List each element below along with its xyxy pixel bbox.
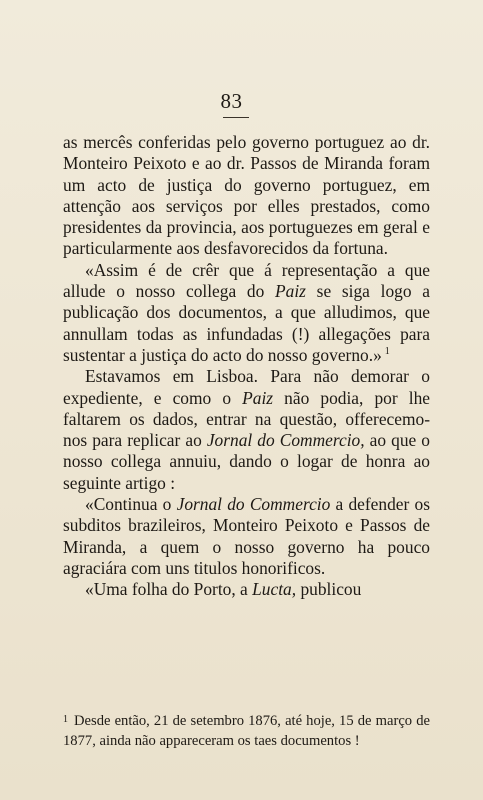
text-segment: publicou [296,579,362,600]
italic-text: Jornal do Commercio, [206,430,365,451]
paragraph [63,366,430,494]
italic-text: Paiz [275,281,306,302]
italic-text: Lucta, [252,579,297,600]
text-segment: «Continua o [85,494,177,515]
footnote [63,710,430,751]
text-segment: a defender os subditos brazileiros, Monteiro Peixoto e Passos de Miranda, a quem o nosso governo ha pouco agraciára com uns titulos honorificos. [63,494,430,578]
text-segment: se siga logo a publicação dos documentos, a que alludimos, que annullam todas as infundadas (!) allegações para sustentar a justiça do acto do nosso governo.» [63,281,430,365]
text-segment: ao que o nosso collega annuiu, dando o logar de honra ao seguinte artigo : [63,430,430,493]
italic-text: Jornal do Commercio [176,494,331,515]
footnote-mark: 1 [63,714,68,725]
paragraph [63,260,430,366]
body-text [63,132,430,601]
footnote-text: Desde então, 21 de setembro 1876, até hoje, 15 de março de 1877, ainda não appareceram os taes documentos ! [63,713,430,749]
text-segment: «Uma folha do Porto, a [85,579,253,600]
text-segment: as mercês conferidas pelo governo portuguez ao dr. Monteiro Peixoto e ao dr. Passos de Miranda foram um acto de justiça do governo portuguez, em attenção aos serviços por elles prestados, como presidentes da provincia, aos portuguezes em geral e particularmente aos desfavorecidos da fortuna. [63,132,430,259]
page-number-rule [223,117,249,118]
italic-text: Paiz [242,387,274,408]
footnote-reference: 1 [384,346,390,358]
text-segment: não podia, por lhe faltarem os dados, entrar na questão, offerecemo-nos para replicar ao [63,387,430,451]
text-segment: Estavamos em Lisboa. Para não demorar o expediente, e como o [63,366,430,408]
paragraph [63,579,430,600]
paragraph [63,132,430,260]
text-segment: «Assim é de crêr que á representação a que allude o nosso collega do [63,259,430,302]
page-number: 83 [220,89,243,113]
paragraph [63,494,430,579]
